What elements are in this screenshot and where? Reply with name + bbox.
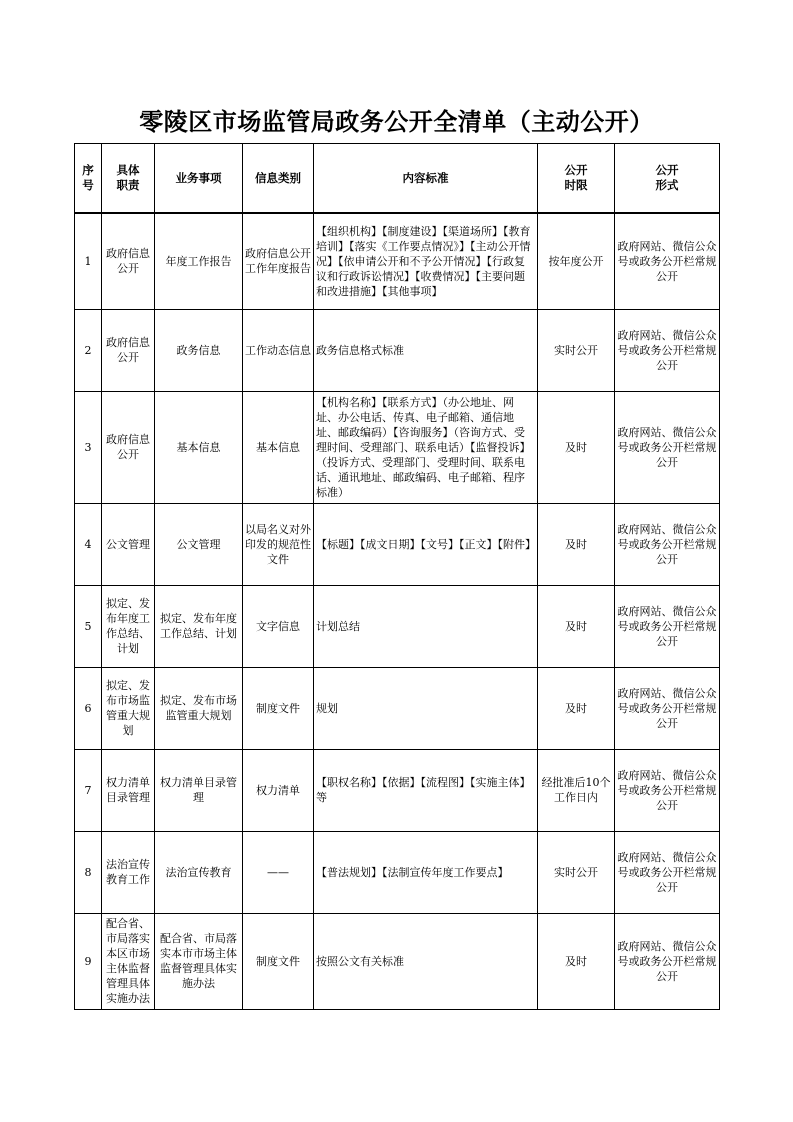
- disclosure-table: [74, 143, 720, 1010]
- cell-item: 拟定、发布年度工作总结、计划: [155, 585, 243, 667]
- cell-period: 及时: [538, 667, 615, 749]
- cell-form: 政府网站、微信公众号或政务公开栏常规公开: [615, 309, 720, 391]
- table-row: [75, 503, 720, 585]
- cell-form: 政府网站、微信公众号或政务公开栏常规公开: [615, 503, 720, 585]
- cell-category: 政府信息公开工作年度报告: [243, 213, 314, 309]
- cell-duty: 公文管理: [102, 503, 155, 585]
- cell-period: 及时: [538, 503, 615, 585]
- cell-content: 【标题】【成文日期】【文号】【正文】【附件】: [314, 503, 538, 585]
- cell-period: 经批准后10个工作日内: [538, 749, 615, 831]
- cell-duty: 政府信息公开: [102, 309, 155, 391]
- cell-category: 工作动态信息: [243, 309, 314, 391]
- cell-period: 实时公开: [538, 831, 615, 913]
- cell-duty: 权力清单目录管理: [102, 749, 155, 831]
- cell-category: ——: [243, 831, 314, 913]
- cell-item: 拟定、发布市场监管重大规划: [155, 667, 243, 749]
- cell-duty: 配合省、市局落实本区市场主体监督管理具体实施办法: [102, 913, 155, 1009]
- cell-item: 配合省、市局落实本市市场主体监督管理具体实施办法: [155, 913, 243, 1009]
- cell-seq: 1: [75, 213, 102, 309]
- cell-content: 计划总结: [314, 585, 538, 667]
- cell-content: 政务信息格式标准: [314, 309, 538, 391]
- cell-form: 政府网站、微信公众号或政务公开栏常规公开: [615, 913, 720, 1009]
- cell-seq: 7: [75, 749, 102, 831]
- cell-item: 基本信息: [155, 391, 243, 503]
- cell-content: 【机构名称】【联系方式】（办公地址、网址、办公电话、传真、电子邮箱、通信地址、邮政编码）【咨询服务】（咨询方式、受理时间、受理部门、联系电话）【监督投诉】（投诉方式、受理部门、受理时间、联系电话、通讯地址、邮政编码、电子邮箱、程序标准）: [314, 391, 538, 503]
- cell-form: 政府网站、微信公众号或政务公开栏常规公开: [615, 585, 720, 667]
- cell-duty: 拟定、发布市场监管重大规划: [102, 667, 155, 749]
- table-row: [75, 913, 720, 1009]
- cell-form: 政府网站、微信公众号或政务公开栏常规公开: [615, 831, 720, 913]
- cell-seq: 3: [75, 391, 102, 503]
- header-item: 业务事项: [155, 144, 243, 214]
- cell-category: 以局名义对外印发的规范性文件: [243, 503, 314, 585]
- cell-item: 年度工作报告: [155, 213, 243, 309]
- table-row: [75, 391, 720, 503]
- cell-item: 权力清单目录管理: [155, 749, 243, 831]
- cell-seq: 5: [75, 585, 102, 667]
- cell-category: 基本信息: [243, 391, 314, 503]
- header-category: 信息类别: [243, 144, 314, 214]
- page-title: 零陵区市场监管局政务公开全清单（主动公开）: [139, 108, 654, 136]
- cell-seq: 2: [75, 309, 102, 391]
- cell-period: 及时: [538, 585, 615, 667]
- cell-content: 规划: [314, 667, 538, 749]
- cell-category: 权力清单: [243, 749, 314, 831]
- cell-content: 按照公文有关标准: [314, 913, 538, 1009]
- cell-content: 【组织机构】【制度建设】【渠道场所】【教育培训】【落实《工作要点情况》】【主动公开情况】【依申请公开和不予公开情况】【行政复议和行政诉讼情况】【收费情况】【主要问题和改进措施】【其他事项】: [314, 213, 538, 309]
- cell-content: 【职权名称】【依据】【流程图】【实施主体】等: [314, 749, 538, 831]
- cell-period: 按年度公开: [538, 213, 615, 309]
- cell-seq: 8: [75, 831, 102, 913]
- cell-period: 及时: [538, 391, 615, 503]
- table-row: [75, 749, 720, 831]
- table-row: [75, 585, 720, 667]
- cell-form: 政府网站、微信公众号或政务公开栏常规公开: [615, 213, 720, 309]
- table-row: [75, 831, 720, 913]
- header-form: 公开 形式: [615, 144, 720, 214]
- cell-item: 公文管理: [155, 503, 243, 585]
- table-row: [75, 309, 720, 391]
- cell-duty: 政府信息公开: [102, 391, 155, 503]
- cell-form: 政府网站、微信公众号或政务公开栏常规公开: [615, 667, 720, 749]
- header-period: 公开 时限: [538, 144, 615, 214]
- cell-duty: 法治宣传教育工作: [102, 831, 155, 913]
- cell-period: 及时: [538, 913, 615, 1009]
- cell-content: 【普法规划】【法制宣传年度工作要点】: [314, 831, 538, 913]
- cell-category: 制度文件: [243, 913, 314, 1009]
- cell-category: 制度文件: [243, 667, 314, 749]
- header-content: 内容标准: [314, 144, 538, 214]
- cell-seq: 9: [75, 913, 102, 1009]
- cell-item: 法治宣传教育: [155, 831, 243, 913]
- header-duty: 具体 职责: [102, 144, 155, 214]
- cell-seq: 6: [75, 667, 102, 749]
- cell-category: 文字信息: [243, 585, 314, 667]
- cell-form: 政府网站、微信公众号或政务公开栏常规公开: [615, 749, 720, 831]
- cell-seq: 4: [75, 503, 102, 585]
- header-seq: 序号: [75, 144, 102, 214]
- cell-item: 政务信息: [155, 309, 243, 391]
- header-row: [75, 144, 720, 214]
- table-row: [75, 213, 720, 309]
- cell-duty: 政府信息公开: [102, 213, 155, 309]
- cell-duty: 拟定、发布年度工作总结、计划: [102, 585, 155, 667]
- cell-period: 实时公开: [538, 309, 615, 391]
- cell-form: 政府网站、微信公众号或政务公开栏常规公开: [615, 391, 720, 503]
- table-row: [75, 667, 720, 749]
